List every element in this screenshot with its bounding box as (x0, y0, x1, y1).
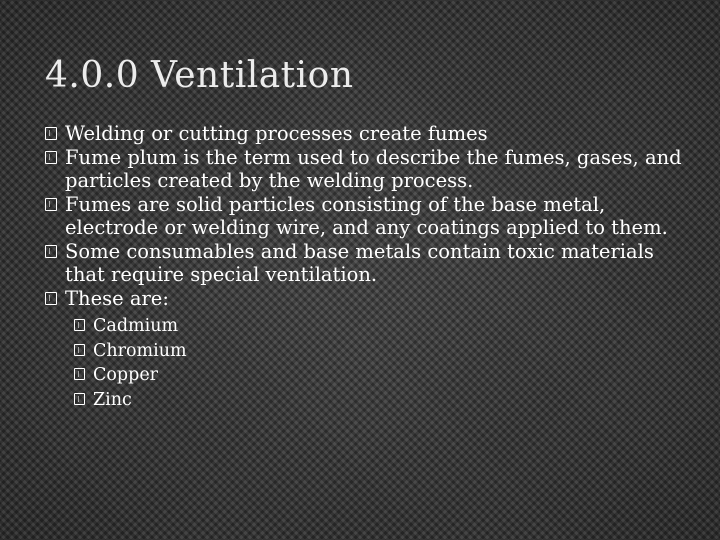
slide-title: 4.0.0 Ventilation (45, 55, 354, 96)
box-bullet-icon (45, 198, 57, 211)
box-bullet-icon (74, 319, 85, 331)
sub-bullet-item (74, 363, 695, 388)
bullet-item (45, 240, 695, 286)
sub-bullet-text: Zinc (93, 389, 132, 410)
bullet-list (45, 122, 695, 412)
box-bullet-icon (45, 245, 57, 258)
slide-content (45, 122, 695, 413)
bullet-text: Fume plum is the term used to describe the fumes, gases, and particles created by the welding process. (65, 146, 682, 192)
box-bullet-icon (74, 344, 85, 356)
box-bullet-icon (45, 127, 57, 140)
box-bullet-icon (74, 368, 85, 380)
sub-bullet-text: Chromium (93, 340, 187, 361)
bullet-item (45, 193, 695, 239)
bullet-text: Welding or cutting processes create fumes (65, 122, 488, 145)
sub-bullet-item (74, 314, 695, 339)
sub-bullet-item (74, 339, 695, 364)
box-bullet-icon (45, 151, 57, 164)
box-bullet-icon (45, 292, 57, 305)
box-bullet-icon (74, 393, 85, 405)
sub-bullet-item (74, 388, 695, 413)
bullet-item (45, 287, 695, 412)
bullet-text: Some consumables and base metals contain toxic materials that require special ventilation. (65, 240, 654, 286)
sub-bullet-text: Cadmium (93, 316, 179, 336)
bullet-item (45, 122, 695, 145)
sub-bullet-list (65, 314, 695, 412)
bullet-text: Fumes are solid particles consisting of the base metal, electrode or welding wire, and any coatings applied to them. (65, 193, 668, 239)
bullet-text: These are: (65, 287, 169, 310)
sub-bullet-text: Copper (93, 365, 159, 385)
bullet-item (45, 146, 695, 192)
